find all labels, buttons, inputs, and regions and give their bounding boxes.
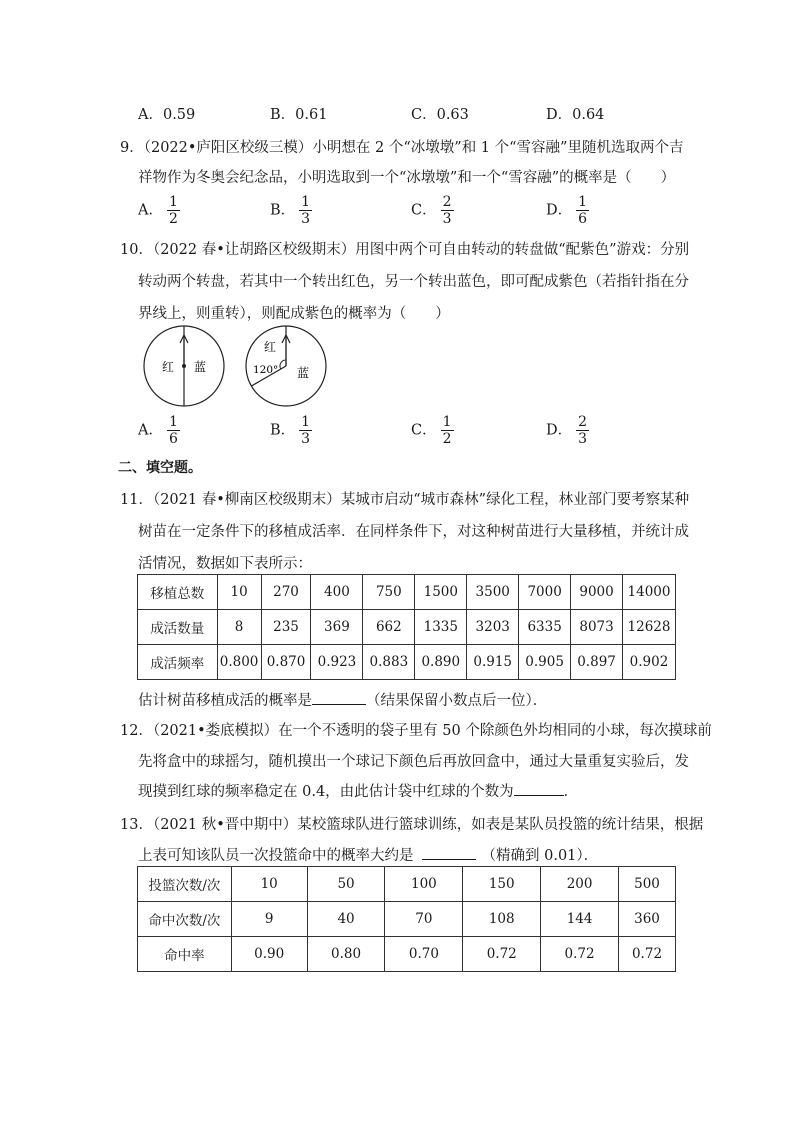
q9-option-b: B． $\frac{1}{3}$: [270, 194, 311, 227]
table-cell: 400: [311, 575, 363, 610]
table-cell: 0.923: [311, 645, 363, 680]
table-cell: 750: [363, 575, 415, 610]
table-cell: 0.890: [415, 645, 467, 680]
q8-option-a: A．0.59: [138, 107, 196, 123]
table-cell: 9: [231, 902, 307, 937]
table-cell: 0.915: [467, 645, 519, 680]
table-cell: 12628: [623, 610, 676, 645]
table-cell: 8073: [571, 610, 623, 645]
q13-stem-line1: 13．（2021 秋•晋中期中）某校篮球队进行篮球训练，如表是某队员投篮的统计结果，根据: [120, 817, 704, 833]
table-cell: 0.870: [261, 645, 311, 680]
table-cell: 662: [363, 610, 415, 645]
table-row: [138, 867, 676, 902]
q10-stem-line2: 转动两个转盘，若其中一个转出红色，另一个转出蓝色，即可配成紫色（若指针指在分: [138, 274, 689, 290]
table-cell: 0.905: [519, 645, 571, 680]
spinner-1-center: [182, 364, 186, 368]
table-row: [138, 575, 676, 610]
spinner-2-angle-label: 120°: [253, 364, 279, 376]
q12-answer-suffix: ．: [563, 784, 579, 800]
table-cell: 0.80: [307, 937, 385, 972]
q12-stem-line3: [138, 780, 578, 801]
table-cell: 0.72: [619, 937, 676, 972]
table-row: [138, 645, 676, 680]
table-row: [138, 610, 676, 645]
table-cell: 70: [385, 902, 463, 937]
table-cell: 150: [463, 867, 541, 902]
table-cell: 0.902: [623, 645, 676, 680]
table-cell: 0.70: [385, 937, 463, 972]
q10-option-d: D． $\frac{2}{3}$: [546, 414, 588, 447]
q10-option-c: C． $\frac{1}{2}$: [411, 414, 452, 447]
table-cell: 7000: [519, 575, 571, 610]
table-cell: 144: [541, 902, 619, 937]
q11-stem-line2: 树苗在一定条件下的移植成活率．在同样条件下，对这种树苗进行大量移植，并统计成: [138, 524, 689, 540]
table-cell: 8: [217, 610, 261, 645]
table-cell: 235: [261, 610, 311, 645]
table-cell: 108: [463, 902, 541, 937]
table-cell: 0.800: [217, 645, 261, 680]
q11-stem-line3: 活情况，数据如下表所示：: [138, 556, 312, 572]
table-cell: 14000: [623, 575, 676, 610]
q11-answer-prefix: 估计树苗移植成活的概率是: [138, 693, 312, 709]
table-cell: 3500: [467, 575, 519, 610]
table-cell: 命中率: [138, 937, 232, 972]
table-cell: 1500: [415, 575, 467, 610]
table-cell: 投篮次数/次: [138, 867, 232, 902]
spinner-2-blue-label: 蓝: [297, 366, 310, 380]
q13-stem-line2: [138, 844, 598, 865]
table-cell: 成活频率: [138, 645, 218, 680]
q11-answer-suffix: （结果保留小数点后一位）．: [366, 693, 548, 709]
q8-option-d: D．0.64: [546, 107, 605, 123]
table-cell: 3203: [467, 610, 519, 645]
table-row: [138, 902, 676, 937]
q10-option-a: A． $\frac{1}{6}$: [138, 414, 178, 447]
q10-stem-line3: 界线上，则重转），则配成紫色的概率为（ ）: [138, 306, 450, 322]
table-cell: 0.897: [571, 645, 623, 680]
q11-answer-blank[interactable]: [312, 690, 366, 705]
q8-option-b: B．0.61: [270, 107, 328, 123]
q13-answer-prefix: 上表可知该队员一次投篮命中的概率大约是: [138, 848, 414, 864]
spinner-1-blue-label: 蓝: [194, 360, 207, 374]
q9-stem-line1: 9．（2022•庐阳区校级三模）小明想在 2 个“冰墩墩”和 1 个“雪容融”里随机选取两个吉: [120, 140, 684, 156]
table-cell: 0.883: [363, 645, 415, 680]
section-title-fill-in: 二、填空题。: [118, 460, 202, 476]
table-cell: 270: [261, 575, 311, 610]
table-cell: 成活数量: [138, 610, 218, 645]
table-cell: 移植总数: [138, 575, 218, 610]
table-cell: 360: [619, 902, 676, 937]
table-cell: 50: [307, 867, 385, 902]
q13-answer-suffix: （精确到 0.01）．: [481, 848, 599, 864]
spinner-2: [246, 326, 326, 406]
table-cell: 9000: [571, 575, 623, 610]
table-cell: 100: [385, 867, 463, 902]
q12-stem-line1: 12．（2021•娄底模拟）在一个不透明的袋子里有 50 个除颜色外均相同的小球，每次摸球前: [120, 723, 712, 739]
table-cell: 200: [541, 867, 619, 902]
spinner-2-red-label: 红: [264, 340, 277, 354]
table-row: [138, 937, 676, 972]
table-cell: 0.72: [541, 937, 619, 972]
table-cell: 40: [307, 902, 385, 937]
q12-answer-blank[interactable]: [514, 781, 564, 796]
table-cell: 369: [311, 610, 363, 645]
q10-stem-line1: 10．（2022 春•让胡路区校级期末）用图中两个可自由转动的转盘做“配紫色”游戏：分别: [120, 242, 690, 258]
q9-stem-line2: 祥物作为冬奥会纪念品，小明选取到一个“冰墩墩”和一个“雪容融”的概率是（ ）: [138, 170, 676, 186]
spinners-figure: [140, 323, 350, 411]
q9-option-a: A． $\frac{1}{2}$: [138, 194, 178, 227]
table-cell: 6335: [519, 610, 571, 645]
table-cell: 10: [231, 867, 307, 902]
spinner-1: [144, 326, 224, 406]
q9-option-d: D． $\frac{1}{6}$: [546, 194, 588, 227]
q11-answer-line: [138, 689, 547, 710]
q13-table: [137, 866, 676, 972]
table-cell: 命中次数/次: [138, 902, 232, 937]
table-cell: 500: [619, 867, 676, 902]
table-cell: 10: [217, 575, 261, 610]
table-cell: 0.90: [231, 937, 307, 972]
table-cell: 1335: [415, 610, 467, 645]
spinner-1-red-label: 红: [162, 360, 175, 374]
q9-option-c: C． $\frac{2}{3}$: [411, 194, 452, 227]
q10-option-b: B． $\frac{1}{3}$: [270, 414, 311, 447]
table-cell: 0.72: [463, 937, 541, 972]
q11-stem-line1: 11．（2021 春•柳南区校级期末）某城市启动“城市森林”绿化工程，林业部门要考察某种: [120, 492, 690, 508]
q8-option-c: C．0.63: [411, 107, 469, 123]
q12-stem-line2: 先将盒中的球摇匀，随机摸出一个球记下颜色后再放回盒中，通过大量重复实验后，发: [138, 754, 689, 770]
q13-answer-blank[interactable]: [422, 845, 476, 860]
q12-answer-prefix: 现摸到红球的频率稳定在 0.4，由此估计袋中红球的个数为: [138, 784, 514, 800]
q11-table: [137, 574, 676, 680]
